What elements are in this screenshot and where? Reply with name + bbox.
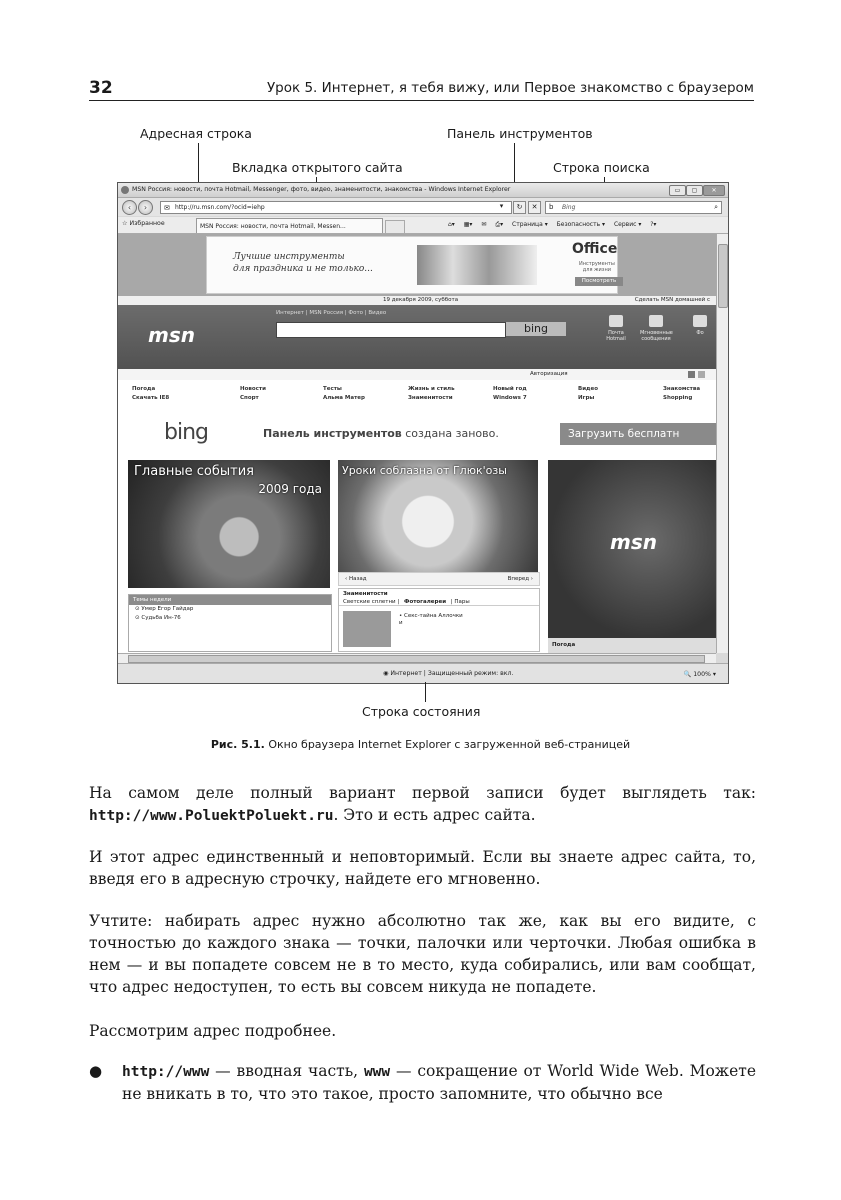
nav-win7[interactable]: Windows 7 — [493, 395, 527, 401]
horizontal-scroll-thumb[interactable] — [128, 655, 705, 663]
security-zone[interactable]: ◉ Интернет | Защищенный режим: вкл. — [383, 670, 514, 677]
nav-weather[interactable]: Погода — [132, 386, 156, 392]
ad-text — [233, 251, 373, 275]
navigation-bar — [118, 198, 728, 216]
auth-link[interactable]: Авторизация — [530, 371, 568, 377]
search-bar[interactable] — [545, 201, 722, 214]
events-photo[interactable] — [128, 460, 330, 588]
celebrities-box — [338, 588, 540, 652]
nav-col-1[interactable] — [132, 385, 169, 403]
nav-col-5[interactable] — [493, 385, 527, 403]
bing-toolbar-banner — [118, 414, 716, 454]
tab-label: MSN Россия: новости, почта Hotmail, Messen... — [200, 223, 346, 230]
bullet-marker: ● — [89, 1062, 103, 1080]
callout-toolbar: Панель инструментов — [447, 126, 593, 141]
nav-video[interactable]: Видео — [578, 386, 598, 392]
photo-icon — [693, 315, 707, 327]
web-page — [118, 234, 716, 653]
photo-label: Фо — [696, 330, 704, 336]
p1-url: http://www.PoluektPoluekt.ru — [89, 808, 334, 824]
weekly-topics-header: Темы недели — [129, 595, 331, 605]
bullet-item — [122, 1060, 756, 1105]
search-placeholder: Bing — [562, 204, 576, 211]
nav-col-3[interactable] — [323, 385, 365, 403]
celebrity-thumbnail[interactable] — [343, 611, 391, 647]
callout-line-status — [425, 682, 426, 702]
address-bar[interactable] — [160, 201, 512, 214]
msn-promo[interactable] — [548, 460, 716, 638]
new-tab-button[interactable] — [385, 220, 405, 234]
auth-row — [118, 369, 716, 380]
nav-celebs[interactable]: Знаменитости — [408, 395, 453, 401]
tab-gossip[interactable]: Светские сплетни — [343, 599, 396, 605]
layout-toggle-icon-2[interactable] — [698, 371, 705, 378]
paragraph-1 — [89, 782, 756, 827]
nav-col-4[interactable] — [408, 385, 455, 403]
tools-menu[interactable]: Сервис ▾ — [613, 221, 642, 228]
mail-tile-icon — [609, 315, 623, 327]
address-dropdown-icon[interactable]: ▾ — [499, 202, 504, 210]
nav-life[interactable]: Жизнь и стиль — [408, 386, 455, 392]
home-icon[interactable]: ⌂▾ — [448, 221, 455, 228]
forward-button[interactable]: › — [138, 200, 153, 215]
feeds-icon[interactable]: ▦▾ — [463, 221, 473, 228]
ad-line-2: для праздника и не только... — [233, 264, 373, 274]
nav-sport[interactable]: Спорт — [240, 395, 259, 401]
vertical-scrollbar[interactable] — [716, 234, 728, 653]
topic-1[interactable]: Умер Егор Гайдар — [141, 606, 194, 612]
address-url: http://ru.msn.com/?ocid=iehp — [175, 204, 265, 211]
nav-dating[interactable]: Знакомства — [663, 386, 701, 392]
make-home-link[interactable]: Сделать MSN домашней с — [634, 297, 710, 303]
minimize-button[interactable]: ▭ — [669, 185, 686, 196]
celebrities-header: Знаменитости — [343, 591, 388, 597]
p1-text-a: На самом деле полный вариант первой записи будет выглядеть так: — [89, 784, 756, 802]
favorites-button[interactable]: ☆ Избранное — [122, 220, 165, 227]
nav-ie8[interactable]: Скачать IE8 — [132, 395, 170, 401]
office-subtitle — [579, 261, 615, 273]
bullet-text-1: — вводная часть, — [209, 1062, 364, 1080]
office-sub-2: для жизни — [582, 267, 611, 273]
page-menu[interactable]: Страница ▾ — [512, 221, 548, 228]
figure-text: Окно браузера Internet Explorer с загруженной веб-страницей — [264, 738, 631, 751]
messenger-label: Мгновенные сообщения — [640, 330, 673, 342]
celebrity-items[interactable] — [399, 613, 463, 627]
office-logo: Office — [572, 241, 618, 257]
celeb-item-2: и — [399, 620, 403, 626]
topic-2[interactable]: Судьба Ин-76 — [141, 615, 181, 621]
office-sub-1: Инструменты — [579, 261, 615, 267]
topic-item[interactable]: ⊙ Умер Егор Гайдар — [135, 606, 194, 612]
msn-search-input[interactable] — [276, 322, 506, 338]
nav-alma[interactable]: Альма Матер — [323, 395, 365, 401]
nav-tests[interactable]: Тесты — [323, 386, 342, 392]
celeb-item-1[interactable]: • Секс-тайна Аллочки — [399, 613, 463, 619]
status-bar — [118, 663, 728, 684]
favorites-label: Избранное — [129, 220, 165, 227]
ad-look-button[interactable]: Посмотреть — [575, 277, 623, 286]
bing-icon: b — [549, 203, 554, 211]
bing-msg-bold: Панель инструментов — [263, 427, 402, 440]
photo-tile[interactable] — [684, 315, 716, 336]
nav-newyear[interactable]: Новый год — [493, 386, 527, 392]
ad-pictures — [417, 245, 537, 285]
horizontal-scrollbar[interactable] — [118, 653, 716, 663]
paragraph-3: Учтите: набирать адрес нужно абсолютно так же, как вы его видите, с точностью до каждого знака — точки, палочки или черточки. Любая ошибка в нем — и вы попадете совсем не в то место, куда собирались, или вам сообщат, что адрес недоступен, то есть вы совсем никуда не попадете. — [89, 912, 756, 996]
figure-caption — [0, 738, 841, 751]
ie-logo-icon — [121, 186, 129, 194]
callout-address-bar: Адресная строка — [140, 126, 252, 141]
site-favicon-icon: ✉ — [164, 204, 170, 212]
msn-bing-button[interactable]: bing — [506, 322, 566, 336]
ad-band — [118, 234, 716, 296]
glukoza-caption: Уроки соблазна от Глюк'озы — [342, 464, 507, 477]
msn-search-scopes[interactable]: Интернет | MSN Россия | Фото | Видео — [276, 310, 387, 316]
safety-menu[interactable]: Безопасность ▾ — [556, 221, 606, 228]
nav-col-7[interactable] — [663, 385, 700, 403]
msn-nav-grid — [118, 381, 716, 411]
callout-open-tab: Вкладка открытого сайта — [232, 160, 403, 175]
chapter-title: Урок 5. Интернет, я тебя вижу, или Первое знакомство с браузером — [266, 80, 754, 96]
layout-toggle-icon[interactable] — [688, 371, 695, 378]
photo-prev-link[interactable]: ‹ Назад — [345, 576, 367, 582]
print-icon[interactable]: ⎙▾ — [495, 221, 504, 228]
bing-msg-rest: создана заново. — [401, 427, 499, 440]
page-date: 19 декабря 2009, суббота — [383, 297, 459, 303]
command-bar — [448, 221, 663, 229]
zoom-level: 100% — [693, 671, 711, 678]
photo-pager — [338, 572, 540, 586]
hotmail-tile[interactable] — [600, 315, 632, 342]
tab-galleries[interactable]: Фотогалереи — [403, 599, 447, 605]
bing-logo: bing — [164, 420, 208, 445]
photo-next-link[interactable]: Вперед › — [507, 576, 533, 582]
weather-label: Погода — [552, 642, 576, 648]
topic-item[interactable]: ⊙ Судьба Ин-76 — [135, 615, 181, 621]
callout-search-bar: Строка поиска — [553, 160, 650, 175]
celebrities-tabs: Светские сплетни | Фотогалереи | Пары — [339, 599, 539, 606]
nav-games[interactable]: Игры — [578, 395, 595, 401]
nav-news[interactable]: Новости — [240, 386, 266, 392]
bullet-code-2: www — [363, 1064, 391, 1080]
paragraph-4: Рассмотрим адрес подробнее. — [89, 1022, 337, 1040]
running-header — [89, 78, 754, 101]
events-caption-2: 2009 года — [258, 482, 322, 496]
help-icon[interactable]: ?▾ — [650, 221, 657, 228]
nav-col-2[interactable] — [240, 385, 266, 403]
zone-text: Интернет | Защищенный режим: вкл. — [390, 670, 514, 677]
messenger-tile[interactable] — [640, 315, 672, 342]
refresh-button[interactable]: ↻ — [513, 201, 526, 214]
stop-button[interactable]: ✕ — [528, 201, 541, 214]
bullet-code-1: http://www — [122, 1064, 210, 1080]
date-row — [118, 296, 716, 305]
msn-promo-logo: msn — [610, 530, 657, 554]
back-button[interactable]: ‹ — [122, 200, 137, 215]
p1-text-b: . Это и есть адрес сайта. — [333, 806, 536, 824]
glukoza-photo[interactable] — [338, 460, 538, 572]
mail-icon[interactable]: ✉ — [481, 221, 487, 228]
bing-download-button[interactable]: Загрузить бесплатн — [560, 423, 716, 445]
bullet-text-2: — сокращение от World Wide Web. Можете не вникать в то, что это такое, просто запомните, что обычно все — [122, 1062, 756, 1103]
weather-box[interactable] — [548, 638, 716, 653]
search-icon[interactable]: ⌕ — [714, 203, 718, 211]
maximize-button[interactable]: ▢ — [686, 185, 703, 196]
nav-shopping[interactable]: Shopping — [663, 395, 693, 401]
tab-msn[interactable] — [196, 218, 383, 233]
title-bar — [118, 183, 728, 198]
page-number: 32 — [89, 78, 113, 98]
figure-label: Рис. 5.1. — [210, 738, 265, 751]
callout-status-bar: Строка состояния — [362, 704, 481, 719]
paragraph-2: И этот адрес единственный и неповторимый. Если вы знаете адрес сайта, то, введя его в адресную строчку, найдете его мгновенно. — [89, 848, 756, 888]
vertical-scroll-thumb[interactable] — [718, 244, 728, 308]
messenger-icon — [649, 315, 663, 327]
hotmail-label: Почта Hotmail — [606, 330, 626, 342]
tab-couples[interactable]: Пары — [454, 599, 470, 605]
weekly-topics — [128, 594, 332, 652]
tab-bar — [118, 217, 728, 234]
ad-line-1: Лучшие инструменты — [233, 252, 345, 262]
msn-header — [118, 305, 716, 369]
browser-window — [117, 182, 729, 684]
bing-message — [263, 427, 499, 440]
zoom-control[interactable]: 🔍 100% ▾ — [683, 671, 716, 678]
msn-logo[interactable]: msn — [148, 323, 195, 347]
office-ad[interactable] — [206, 236, 618, 294]
nav-col-6[interactable] — [578, 385, 598, 403]
close-button[interactable]: ✕ — [703, 185, 725, 196]
events-caption-1: Главные события — [134, 464, 254, 479]
window-title: MSN Россия: новости, почта Hotmail, Messenger, фото, видео, знаменитости, знакомства - Windows Internet Explorer — [132, 186, 511, 193]
